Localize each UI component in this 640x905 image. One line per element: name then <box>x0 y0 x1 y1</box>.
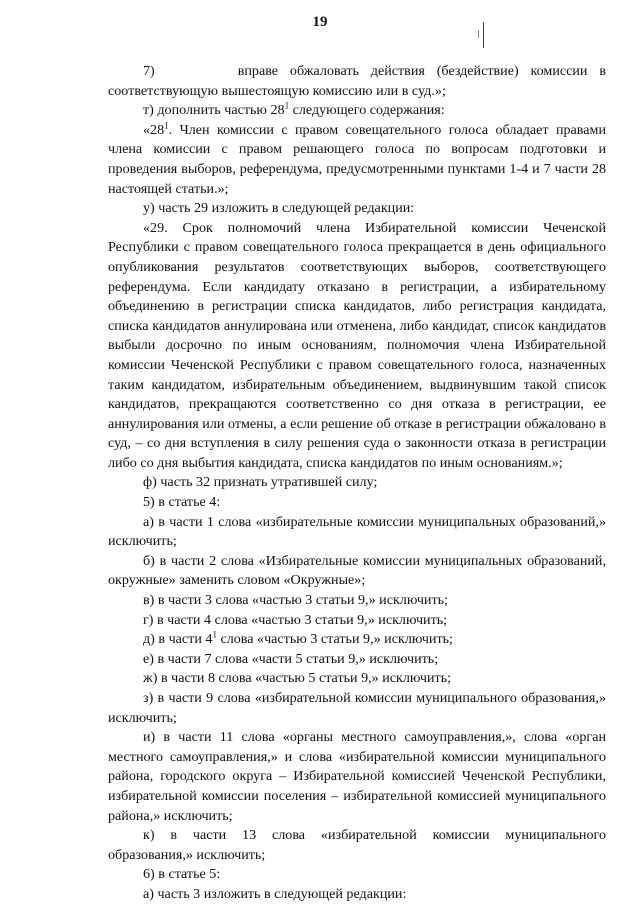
superscript: 1 <box>212 629 217 640</box>
paragraph: 7) вправе обжаловать действия (бездействие) комиссии в соответствующую вышестоящую комиссию или в суд.»; <box>108 63 606 99</box>
paragraph: в) в части 3 слова «частью 3 статьи 9,» исключить; <box>143 592 448 609</box>
paragraph: к) в части 13 слова «избирательной комиссии муниципального образования,» исключить; <box>108 827 606 863</box>
paragraph: ф) часть 32 признать утратившей силу; <box>143 474 378 491</box>
paragraph: е) в части 7 слова «части 5 статьи 9,» исключить; <box>143 650 439 667</box>
paragraph: з) в части 9 слова «избирательной комиссии муниципального образования,» исключить; <box>108 690 606 726</box>
superscript: 1 <box>284 100 290 111</box>
text-run: д) в части 4 <box>143 631 213 648</box>
paragraph: «29. Срок полномочий члена Избирательной комиссии Чеченской Республики с правом совещательного голоса прекращается в день официального опубликования результатов соответствующих выборов, соответствующего референдума. Если кандидату отказано в регистрации, а избирательному объединению в регистрации списка кандидатов, либо регистрация кандидата, списка кандидатов аннулирована или отменена, либо кандидат, список кандидатов выбыли досрочно по иным основаниям, полномочия члена Избирательной комиссии Чеченской Республики с правом совещательного голоса, назначенных таким кандидатом, избирательным объединением, выдвинувшим такой список кандидатов, прекращаются соответственно со дня отказа в регистрации, ее аннулирования или отмены, а если решение об отказе в регистрации обжаловано в суд, – со дня вступления в силу решения суда о законности отказа в регистрации либо со дня выбытия кандидата, списка кандидатов по иным основаниям.»; <box>108 219 606 471</box>
paragraph: и) в части 11 слова «органы местного самоуправления,», слова «орган местного самоуправления,» и слова «избирательной комиссии муниципального района, городского округа – Избирательной комиссией Чеченской Республики, избирательной комиссии поселения – избирательной комиссией муниципального района,» исключить; <box>108 729 606 824</box>
paragraph: 5) в статье 4: <box>143 494 221 511</box>
paragraph: а) часть 3 изложить в следующей редакции: <box>143 885 407 902</box>
scan-artifact <box>478 30 479 38</box>
page-number: 19 <box>312 14 328 30</box>
scan-artifact <box>483 22 484 48</box>
paragraph: у) часть 29 изложить в следующей редакции: <box>143 200 415 217</box>
paragraph: ж) в части 8 слова «частью 5 статьи 9,» исключить; <box>143 670 452 687</box>
paragraph <box>108 121 606 199</box>
paragraph <box>108 630 606 650</box>
text-run: т) дополнить частью 28 <box>143 102 285 119</box>
paragraph: б) в части 2 слова «Избирательные комиссии муниципальных образований, окружные» заменить словом «Окружные»; <box>108 552 606 589</box>
paragraph: 6) в статье 5: <box>143 866 221 883</box>
text-run: следующего содержания: <box>289 102 445 119</box>
text-run: слова «частью 3 статьи 9,» исключить; <box>216 631 453 648</box>
paragraph: а) в части 1 слова «избирательные комиссии муниципальных образований,» исключить; <box>108 513 606 550</box>
text-run: . Член комиссии с правом совещательного голоса обладает правами члена комиссии с правом решающего голоса по вопросам подготовки и проведения выборов, референдума, предусмотренными пунктами 1-4 и 7 части 28 настоящей статьи.»; <box>108 121 606 197</box>
paragraph <box>108 101 606 121</box>
superscript: 1 <box>164 120 169 131</box>
paragraph: г) в части 4 слова «частью 3 статьи 9,» исключить; <box>143 611 448 628</box>
text-run: «28 <box>143 121 165 138</box>
document-body <box>108 62 606 905</box>
